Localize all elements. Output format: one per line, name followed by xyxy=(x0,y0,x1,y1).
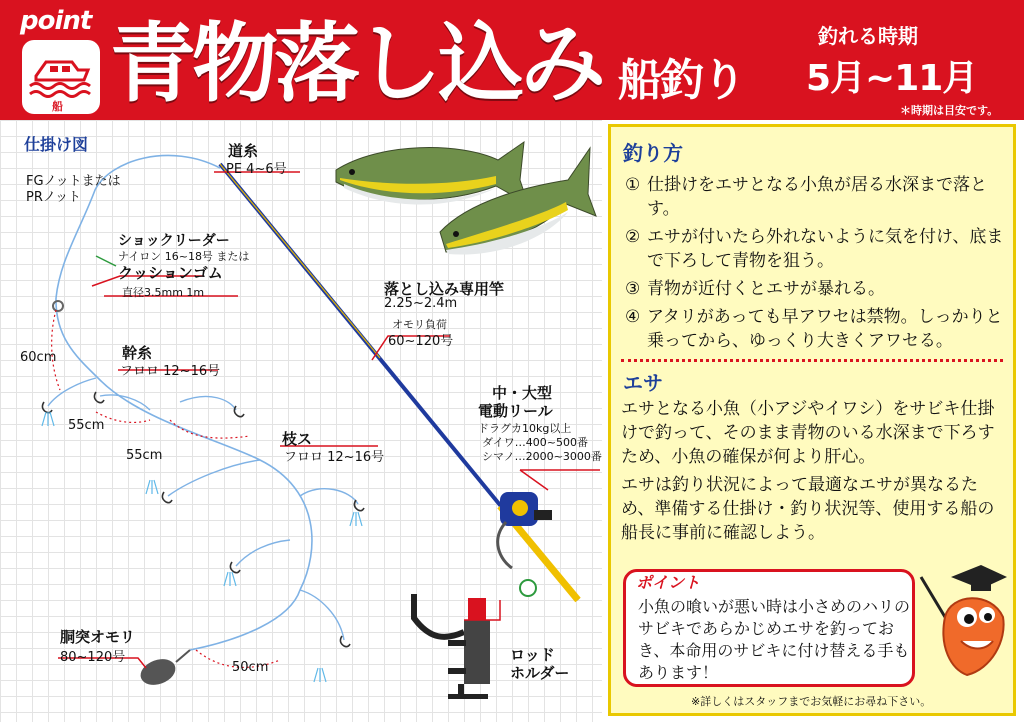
reel-shimano: シマノ…2000~3000番 xyxy=(482,450,602,463)
reel-label-2: 電動リール xyxy=(478,402,553,420)
rod-weight: 60~120号 xyxy=(388,334,454,349)
line-spec: PE 4~6号 xyxy=(226,162,287,177)
point-text: 小魚の喰いが悪い時は小さめのハリのサビキであらかじめエサを釣っておき、本命用のサビキに付け替える手もあります！ xyxy=(638,597,911,682)
reel-daiwa: ダイワ…400~500番 xyxy=(482,436,588,449)
page-subtitle: 船釣り xyxy=(618,55,744,106)
reel-drag: ドラグカ10kg以上 xyxy=(478,422,572,435)
knot-icon xyxy=(53,301,63,311)
leader-line xyxy=(56,298,312,650)
bait-title: エサ xyxy=(623,371,663,395)
line-label: 道糸 xyxy=(228,142,259,160)
season-label: 釣れる時期 xyxy=(818,24,918,48)
holder-label-2: ホルダー xyxy=(510,664,570,682)
footnote: ※詳しくはスタッフまでお気軽にお尋ね下さい。 xyxy=(691,695,932,708)
howto-step: ② エサが付いたら外れないように気を付け、底まで下ろして青物を狙う。 xyxy=(625,227,1004,271)
main-line-label: 幹糸 xyxy=(122,344,153,362)
season-note: ＊時期は目安です。 xyxy=(900,104,999,117)
sinker-label: 胴突オモリ xyxy=(60,628,136,646)
season-value: 5月~11月 xyxy=(806,58,978,99)
rod-label: 落とし込み専用竿 xyxy=(384,280,505,298)
sinker-spec: 80~120号 xyxy=(60,650,126,665)
boat-logo-icon xyxy=(22,40,100,114)
point-callout xyxy=(623,569,915,687)
logo-badge: 船 xyxy=(52,100,63,113)
bait-paragraph-2: エサは釣り状況によって最適なエサが異なるため、準備する仕掛け・釣り状況等、使用する船の船長に事前に確認しよう。 xyxy=(621,475,995,543)
rod-length: 2.25~2.4m xyxy=(384,296,458,311)
cushion-spec: 直径3.5mm 1m xyxy=(122,286,205,299)
leader-spec: ナイロン 16~18号 または xyxy=(118,250,250,263)
sea-bream-mascot-icon xyxy=(911,557,1011,687)
howto-step: ① 仕掛けをエサとなる小魚が居る水深まで落とす。 xyxy=(625,175,987,219)
reel-label-1: 中・大型 xyxy=(492,384,553,402)
header-banner xyxy=(0,0,1024,120)
cushion-label: クッションゴム xyxy=(118,264,223,282)
point-tag: ポイント xyxy=(636,573,701,592)
bait-paragraph-1: エサとなる小魚（小アジやイワシ）をサビキ仕掛けで釣って、そのまま青物のいる水深まで下ろすため、小魚の確保が何より肝心。 xyxy=(621,399,995,467)
distance-50: 50cm xyxy=(232,660,269,675)
rod-weight-label: オモリ負荷 xyxy=(392,318,447,331)
howto-step: ③ 青物が近付くとエサが暴れる。 xyxy=(625,279,885,299)
knot-label-1: FGノットまたは xyxy=(26,174,121,189)
instruction-panel xyxy=(608,124,1016,716)
branch-spec: フロロ 12~16号 xyxy=(284,450,385,465)
howto-title: 釣り方 xyxy=(623,141,683,165)
distance-55a: 55cm xyxy=(68,418,105,433)
logo-text: point xyxy=(20,6,92,36)
page-title: 青物落し込み xyxy=(110,14,602,114)
yellowtail-fish-icon xyxy=(336,142,528,205)
howto-step: ④ アタリがあっても早アワセは禁物。しっかりと乗ってから、ゆっくり大きくアワセる。 xyxy=(625,307,1003,351)
section-divider xyxy=(621,359,1003,362)
holder-label-1: ロッド xyxy=(510,646,555,664)
knot-label-2: PRノット xyxy=(26,190,81,205)
distance-60: 60cm xyxy=(20,350,57,365)
main-line-spec: フロロ 12~16号 xyxy=(120,364,221,379)
electric-reel-icon xyxy=(498,492,552,596)
branch-label: 枝ス xyxy=(282,430,313,448)
diagram-title: 仕掛け図 xyxy=(24,135,89,154)
sinker-icon xyxy=(137,655,179,690)
rod-holder-icon xyxy=(414,594,490,699)
distance-55b: 55cm xyxy=(126,448,163,463)
leader-label: ショックリーダー xyxy=(118,233,230,249)
